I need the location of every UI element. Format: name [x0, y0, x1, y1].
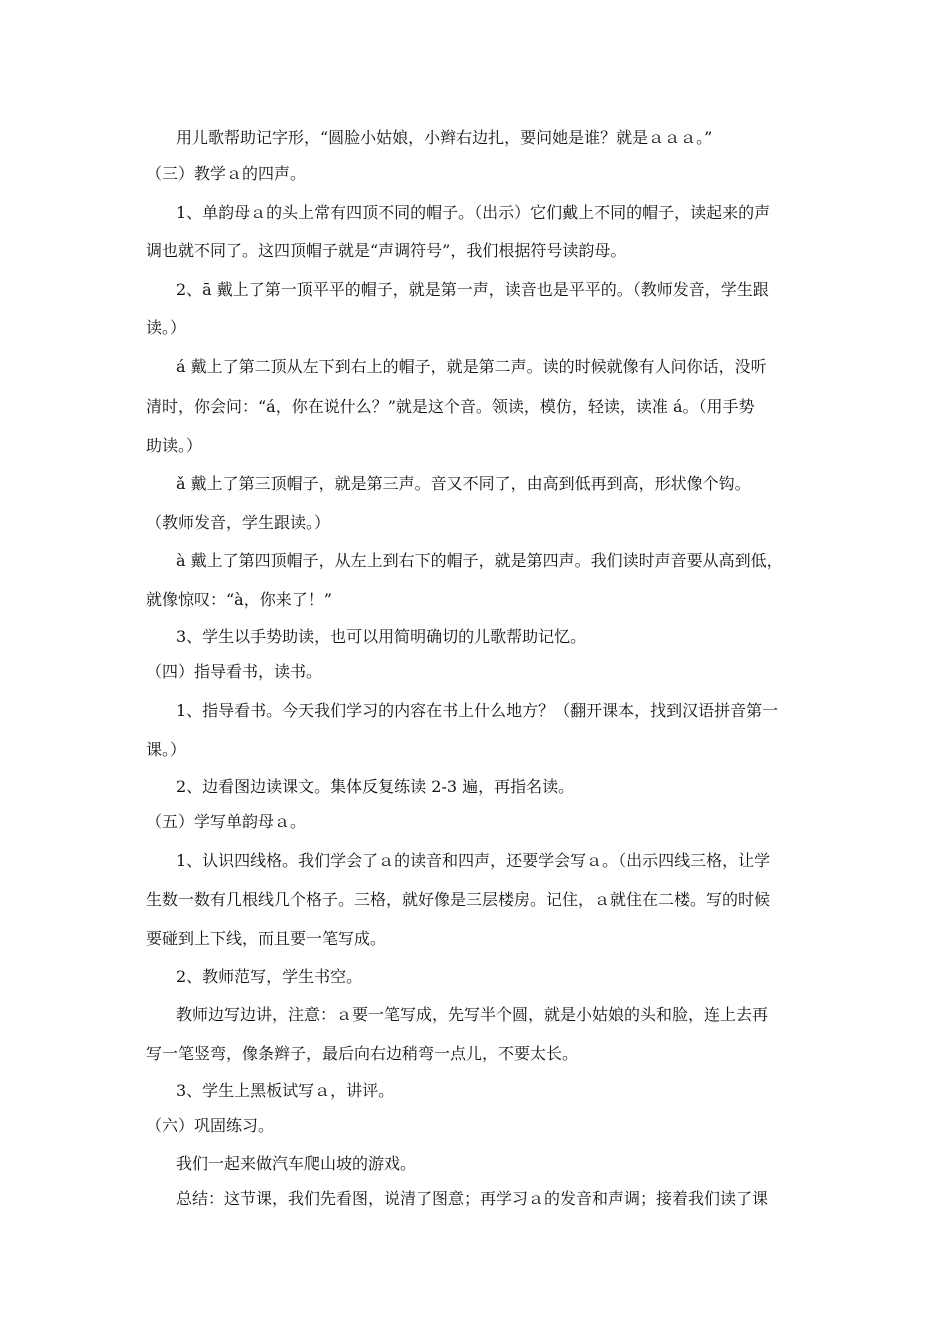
text-line: （教师发音，学生跟读。）	[146, 513, 331, 532]
text-line: 清时，你会问：“á，你在说什么？”就是这个音。领读，模仿，轻读，读准 á。（用手势	[146, 397, 755, 416]
text-line: 调也就不同了。这四顶帽子就是“声调符号”，我们根据符号读韵母。	[146, 241, 627, 260]
text-line: 要碰到上下线，而且要一笔写成。	[146, 929, 387, 948]
text-line: 教师边写边讲，注意：ａ要一笔写成，先写半个圆，就是小姑娘的头和脸，连上去再	[176, 1005, 769, 1024]
text-line: ǎ 戴上了第三顶帽子，就是第三声。音又不同了，由高到低再到高，形状像个钩。	[176, 474, 751, 493]
text-line: 生数一数有几根线几个格子。三格，就好像是三层楼房。记住，ａ就住在二楼。写的时候	[146, 890, 771, 909]
text-line: 1、指导看书。今天我们学习的内容在书上什么地方？（翻开课本，找到汉语拼音第一	[176, 701, 779, 720]
text-line: 我们一起来做汽车爬山坡的游戏。	[176, 1154, 417, 1173]
text-line: 用儿歌帮助记字形，“圆脸小姑娘，小辫右边扎，要问她是谁？就是ａａａ。”	[176, 128, 713, 147]
section-heading: （四）指导看书，读书。	[146, 662, 323, 681]
text-line: 2、ā 戴上了第一顶平平的帽子，就是第一声，读音也是平平的。（教师发音，学生跟	[176, 280, 769, 299]
text-line: 1、认识四线格。我们学会了ａ的读音和四声，还要学会写ａ。（出示四线三格，让学	[176, 851, 771, 870]
text-line: 2、教师范写，学生书空。	[176, 967, 363, 986]
text-line: 课。）	[146, 740, 187, 759]
text-line: 助读。）	[146, 436, 203, 455]
text-line: 2、边看图边读课文。集体反复练读 2-3 遍，再指名读。	[176, 777, 575, 796]
section-heading: （六）巩固练习。	[146, 1116, 275, 1135]
section-heading: （三）教学ａ的四声。	[146, 164, 307, 183]
section-heading: （五）学写单韵母ａ。	[146, 812, 307, 831]
text-line: 写一笔竖弯，像条辫子，最后向右边稍弯一点儿，不要太长。	[146, 1044, 579, 1063]
text-line: 3、学生上黑板试写ａ，讲评。	[176, 1081, 395, 1100]
text-line: 读。）	[146, 318, 187, 337]
text-line: à 戴上了第四顶帽子，从左上到右下的帽子，就是第四声。我们读时声音要从高到低，	[176, 551, 783, 570]
text-line: 3、学生以手势助读，也可以用简明确切的儿歌帮助记忆。	[176, 627, 587, 646]
text-line: 1、单韵母ａ的头上常有四顶不同的帽子。（出示）它们戴上不同的帽子，读起来的声	[176, 203, 771, 222]
text-line: á 戴上了第二顶从左下到右上的帽子，就是第二声。读的时候就像有人问你话，没听	[176, 357, 767, 376]
text-line: 就像惊叹：“à，你来了！”	[146, 590, 332, 609]
text-line: 总结：这节课，我们先看图，说清了图意；再学习ａ的发音和声调；接着我们读了课	[176, 1189, 769, 1208]
